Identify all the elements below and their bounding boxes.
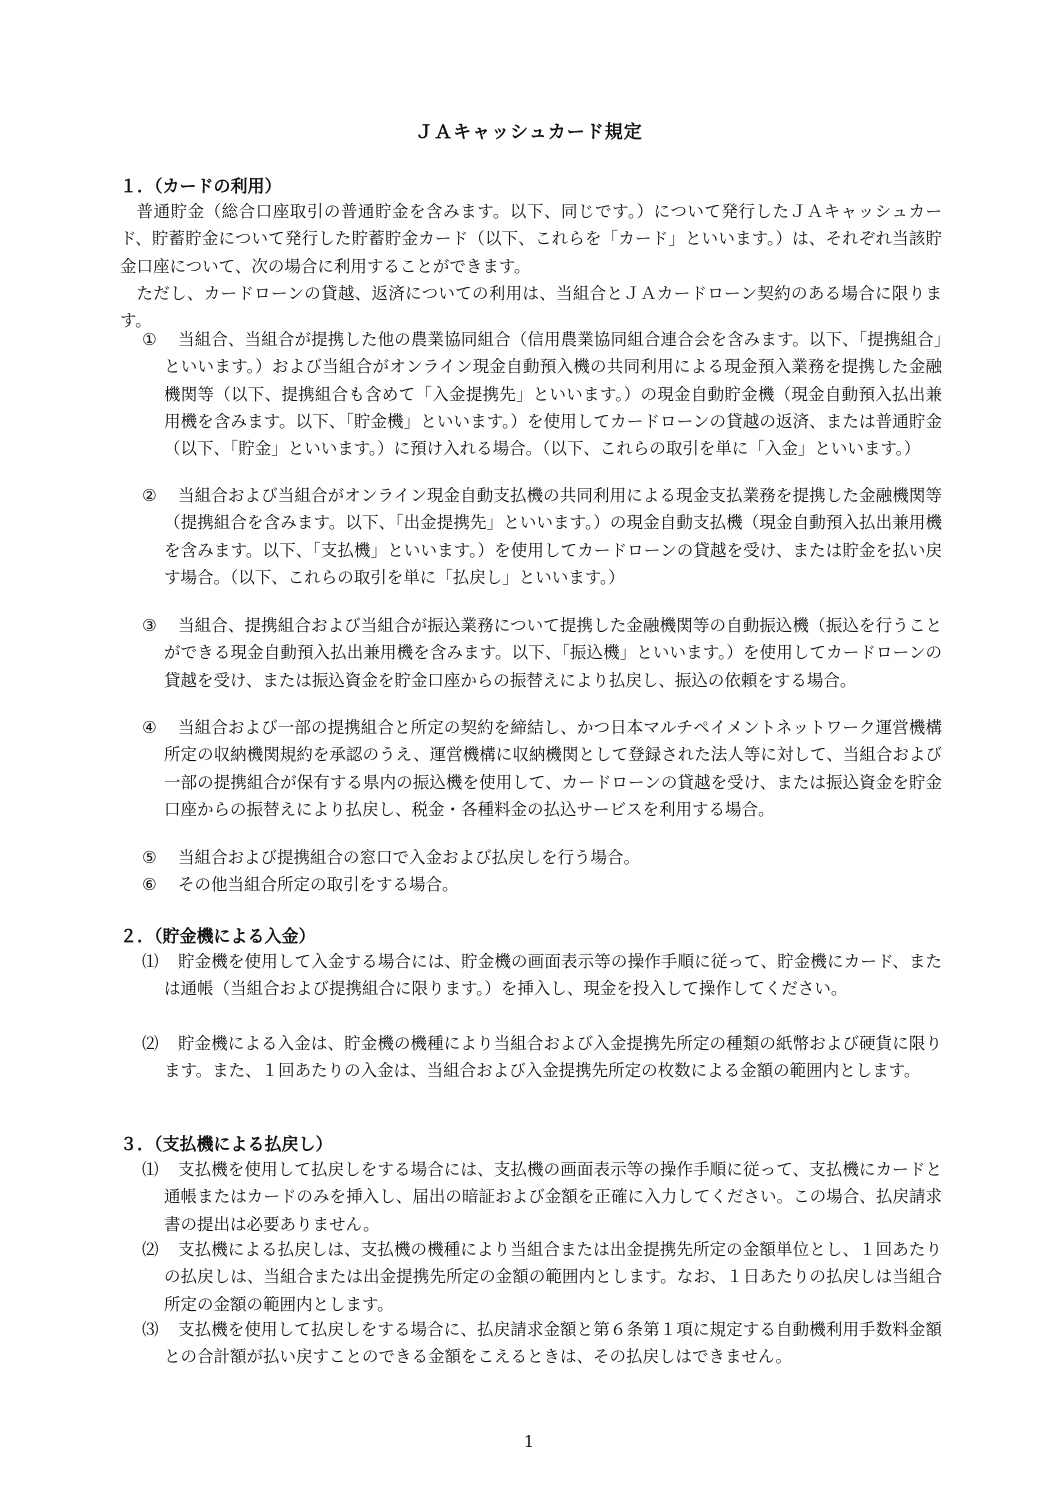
item-number: ⑵ — [142, 1240, 159, 1259]
section-1-item-3 — [142, 612, 942, 694]
section-heading-3: ３．（支払機による払戻し） — [120, 1135, 333, 1155]
section-2-item-2 — [142, 1030, 942, 1085]
item-number: ② — [142, 486, 157, 505]
item-text: 当組合、当組合が提携した他の農業協同組合（信用農業協同組合連合会を含みます。以下、「提携組合」といいます。）および当組合がオンライン現金自動預入機の共同利用による現金預入業務を提携した金融機関等（以下、提携組合も含めて「入金提携先」といいます。）の現金自動貯金機（現金自動預入払出兼用機を含みます。以下、「貯金機」といいます。）を使用してカードローンの貸越の返済、または普通貯金（以下、「貯金」といいます。）に預け入れる場合。（以下、これらの取引を単に「入金」といいます。） — [164, 330, 942, 459]
item-text: 当組合および一部の提携組合と所定の契約を締結し、かつ日本マルチペイメントネットワーク運営機構所定の収納機関規約を承認のうえ、運営機構に収納機関として登録された法人等に対して、当組合および一部の提携組合が保有する県内の振込機を使用して、カードローンの貸越を受け、または振込資金を貯金口座からの振替えにより払戻し、税金・各種料金の払込サービスを利用する場合。 — [164, 718, 942, 819]
item-number: ⑵ — [142, 1034, 159, 1053]
item-text: 当組合および当組合がオンライン現金自動支払機の共同利用による現金支払業務を提携した金融機関等（提携組合を含みます。以下、「出金提携先」といいます。）の現金自動支払機（現金自動預入払出兼用機を含みます。以下、「支払機」といいます。）を使用してカードローンの貸越を受け、または貯金を払い戻す場合。（以下、これらの取引を単に「払戻し」といいます。） — [164, 486, 942, 587]
section-heading-2: ２．（貯金機による入金） — [120, 927, 316, 947]
section-1-paragraph-1: 普通貯金（総合口座取引の普通貯金を含みます。以下、同じです。）について発行したＪＡキャッシュカード、貯蓄貯金について発行した貯蓄貯金カード（以下、これらを「カード」といいます。）は、それぞれ当該貯金口座について、次の場合に利用することができます。 — [120, 202, 942, 276]
item-number: ③ — [142, 616, 157, 635]
item-text: 支払機を使用して払戻しをする場合には、支払機の画面表示等の操作手順に従って、支払機にカードと通帳またはカードのみを挿入し、届出の暗証および金額を正確に入力してください。この場合、払戻請求書の提出は必要ありません。 — [164, 1160, 942, 1234]
item-text: 当組合および提携組合の窓口で入金および払戻しを行う場合。 — [178, 848, 640, 867]
section-2-item-1 — [142, 948, 942, 1003]
item-text: その他当組合所定の取引をする場合。 — [178, 875, 459, 894]
section-1-paragraph-2: ただし、カードローンの貸越、返済についての利用は、当組合とＪＡカードローン契約のある場合に限ります。 — [120, 284, 942, 331]
item-text: 支払機を使用して払戻しをする場合に、払戻請求金額と第６条第１項に規定する自動機利用手数料金額との合計額が払い戻すことのできる金額をこえるときは、その払戻しはできません。 — [164, 1320, 942, 1367]
item-number: ① — [142, 330, 157, 349]
section-1-item-2 — [142, 482, 942, 591]
item-number: ⑥ — [142, 875, 157, 894]
section-1-item-5 — [142, 844, 942, 871]
section-3-item-3 — [142, 1316, 942, 1371]
item-number: ⑴ — [142, 1160, 159, 1179]
item-number: ⑶ — [142, 1320, 159, 1339]
item-number: ④ — [142, 718, 157, 737]
item-text: 当組合、提携組合および当組合が振込業務について提携した金融機関等の自動振込機（振込を行うことができる現金自動預入払出兼用機を含みます。以下、「振込機」といいます。）を使用してカードローンの貸越を受け、または振込資金を貯金口座からの振替えにより払戻し、振込の依頼をする場合。 — [164, 616, 942, 690]
item-number: ⑴ — [142, 952, 159, 971]
section-heading-1: １．（カードの利用） — [120, 177, 282, 197]
document-title: ＪＡキャッシュカード規定 — [415, 122, 643, 143]
page-number: 1 — [523, 1432, 535, 1451]
item-text: 貯金機による入金は、貯金機の機種により当組合および入金提携先所定の種類の紙幣および硬貨に限ります。また、１回あたりの入金は、当組合および入金提携先所定の枚数による金額の範囲内とします。 — [164, 1034, 943, 1081]
item-text: 貯金機を使用して入金する場合には、貯金機の画面表示等の操作手順に従って、貯金機にカード、または通帳（当組合および提携組合に限ります。）を挿入し、現金を投入して操作してください。 — [164, 952, 942, 999]
section-1-item-6 — [142, 871, 942, 898]
item-text: 支払機による払戻しは、支払機の機種により当組合または出金提携先所定の金額単位とし、１回あたりの払戻しは、当組合または出金提携先所定の金額の範囲内とします。なお、１日あたりの払戻しは当組合所定の金額の範囲内とします。 — [164, 1240, 942, 1314]
section-3-item-2 — [142, 1236, 942, 1318]
item-number: ⑤ — [142, 848, 157, 867]
section-3-item-1 — [142, 1156, 942, 1238]
section-1-item-1 — [142, 326, 942, 462]
section-1-item-4 — [142, 714, 942, 823]
